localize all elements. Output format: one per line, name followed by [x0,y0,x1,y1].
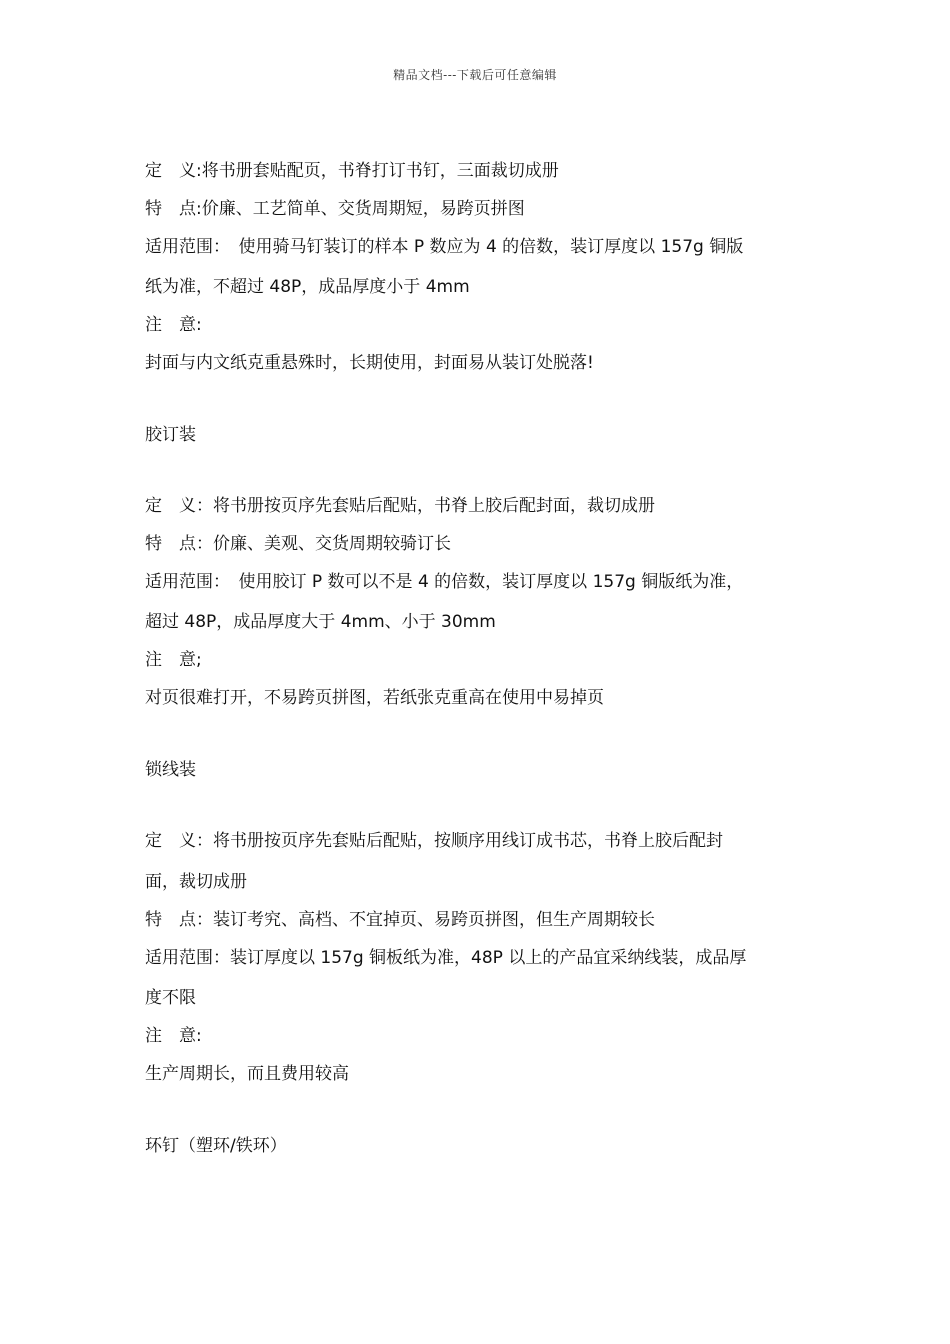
perfect-binding-scope-line-1: 适用范围： 使用胶订 P 数可以不是 4 的倍数，装订厚度以 157g 铜版纸为准， [145,572,744,592]
perfect-binding-definition: 定 义：将书册按页序先套贴后配贴，书脊上胶后配封面，裁切成册 [145,496,655,516]
perfect-binding-note-label: 注 意; [145,650,202,670]
perfect-binding-scope-line-2: 超过 48P，成品厚度大于 4mm、小于 30mm [145,612,496,632]
perfect-binding-note-text: 对页很难打开，不易跨页拼图，若纸张克重高在使用中易掉页 [145,688,604,708]
saddle-note-label: 注 意: [145,315,202,335]
page-header: 精品文档---下载后可任意编辑 [393,68,557,82]
thread-sewn-note-text: 生产周期长，而且费用较高 [145,1064,349,1084]
perfect-binding-features: 特 点：价廉、美观、交货周期较骑订长 [145,534,451,554]
thread-sewn-features: 特 点：装订考究、高档、不宜掉页、易跨页拼图，但生产周期较长 [145,910,655,930]
saddle-features: 特 点:价廉、工艺简单、交货周期短，易跨页拼图 [145,199,525,219]
ring-binding-title: 环钉（塑环/铁环） [145,1136,287,1156]
thread-sewn-scope-line-2: 度不限 [145,988,196,1008]
thread-sewn-definition-line-2: 面，裁切成册 [145,872,247,892]
saddle-scope-line-1: 适用范围： 使用骑马钉装订的样本 P 数应为 4 的倍数，装订厚度以 157g 铜版 [145,237,744,257]
saddle-definition: 定 义:将书册套贴配页，书脊打订书钉，三面裁切成册 [145,161,559,181]
thread-sewn-title: 锁线装 [145,760,196,780]
thread-sewn-definition-line-1: 定 义：将书册按页序先套贴后配贴，按顺序用线订成书芯，书脊上胶后配封 [145,831,723,851]
saddle-note-text: 封面与内文纸克重悬殊时，长期使用，封面易从装订处脱落! [145,353,594,373]
thread-sewn-note-label: 注 意: [145,1026,202,1046]
perfect-binding-title: 胶订装 [145,425,196,445]
saddle-scope-line-2: 纸为准，不超过 48P，成品厚度小于 4mm [145,277,470,297]
thread-sewn-scope-line-1: 适用范围：装订厚度以 157g 铜板纸为准，48P 以上的产品宜采纳线装，成品厚 [145,948,747,968]
